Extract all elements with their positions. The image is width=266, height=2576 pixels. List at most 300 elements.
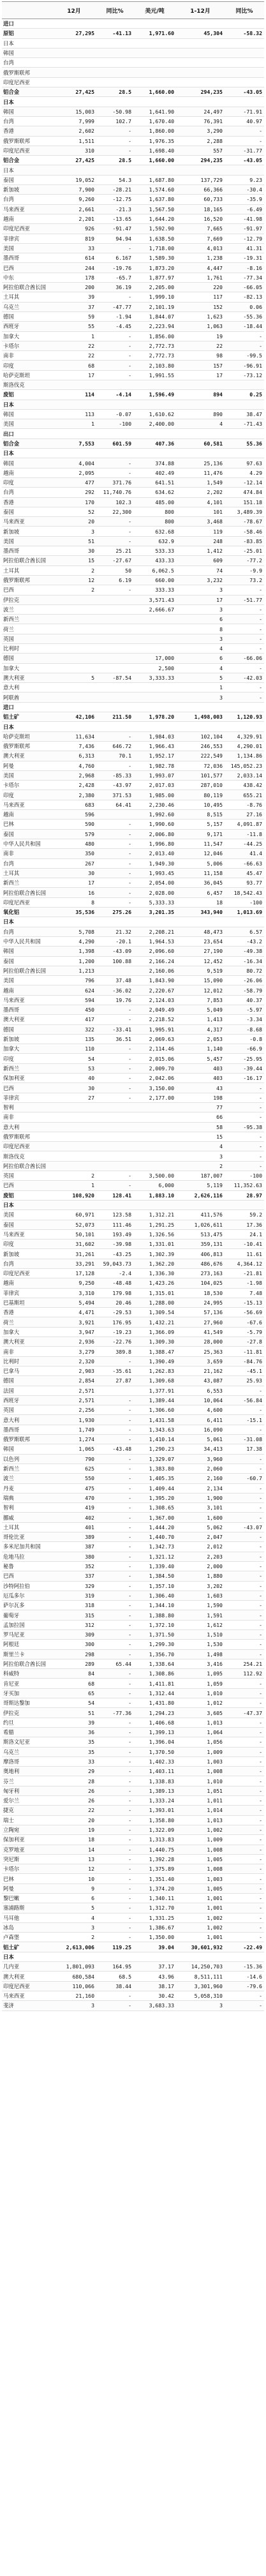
month-yoy-cell	[96, 1161, 133, 1171]
unit-price-cell	[133, 1151, 176, 1161]
category-cell: 台湾	[2, 116, 52, 126]
month-yoy-cell: -	[96, 517, 133, 527]
category-cell: 罗马尼亚	[2, 1629, 52, 1639]
unit-price-cell: 1,290.23	[133, 1444, 176, 1454]
unit-price-cell: 1,660.00	[133, 156, 176, 165]
section-row	[2, 1200, 264, 1209]
ytd-volume-cell: 1,001	[176, 1894, 225, 1903]
month-volume-cell: 419	[52, 1503, 96, 1513]
ytd-yoy-cell: 27.16	[225, 810, 264, 820]
ytd-volume-cell: 119	[176, 527, 225, 536]
month-volume-cell	[52, 165, 96, 175]
month-volume-cell: 625	[52, 1464, 96, 1473]
month-volume-cell	[52, 38, 96, 48]
unit-price-cell: 1,386.67	[133, 1922, 176, 1932]
ytd-volume-cell: 16,520	[176, 214, 225, 223]
ytd-yoy-cell: -	[225, 1874, 264, 1883]
month-yoy-cell	[96, 77, 133, 87]
category-cell: 卡塔尔	[2, 341, 52, 350]
ytd-volume-cell	[176, 97, 225, 107]
ytd-yoy-cell: 0.06	[225, 302, 264, 311]
table-row	[2, 1024, 264, 1034]
category-cell: 新西兰	[2, 615, 52, 624]
month-volume-cell	[52, 604, 96, 614]
unit-price-cell: 660.00	[133, 575, 176, 585]
category-cell: 匈牙利	[2, 1786, 52, 1795]
ytd-volume-cell: 513,475	[176, 1229, 225, 1239]
ytd-yoy-cell: -	[225, 1591, 264, 1600]
month-yoy-cell: 59,043.73	[96, 1259, 133, 1268]
unit-price-cell: 2,103.80	[133, 361, 176, 370]
month-yoy-cell: -	[96, 1688, 133, 1698]
month-yoy-cell: -77.36	[96, 1708, 133, 1718]
ytd-volume-cell: 104,025	[176, 1278, 225, 1288]
table-row	[2, 458, 264, 468]
month-yoy-cell	[96, 595, 133, 604]
category-cell: 秘鲁	[2, 1561, 52, 1571]
month-volume-cell: 3	[52, 2001, 96, 2011]
ytd-yoy-cell: -44.25	[225, 839, 264, 848]
ytd-yoy-cell: 24.1	[225, 1229, 264, 1239]
ytd-yoy-cell: -	[225, 644, 264, 654]
ytd-volume-cell: 411,576	[176, 1210, 225, 1220]
unit-price-cell: 1,377.91	[133, 1386, 176, 1395]
month-volume-cell: 2,256	[52, 1405, 96, 1415]
ytd-yoy-cell: -60.7	[225, 1474, 264, 1483]
ytd-volume-cell: 17	[176, 370, 225, 380]
category-cell: 马来西亚	[2, 995, 52, 1005]
ytd-volume-cell: 3	[176, 1151, 225, 1161]
ytd-volume-cell: 4	[176, 644, 225, 654]
ytd-volume-cell: 58	[176, 1122, 225, 1132]
month-yoy-cell	[96, 1386, 133, 1395]
month-yoy-cell: -43.48	[96, 1444, 133, 1454]
ytd-volume-cell: 7,665	[176, 224, 225, 234]
unit-price-cell: 1,312.70	[133, 1903, 176, 1913]
month-volume-cell: 402	[52, 1513, 96, 1522]
ytd-yoy-cell: -	[225, 1688, 264, 1698]
unit-price-cell: 1,389.13	[133, 1786, 176, 1795]
ytd-volume-cell: 3	[176, 585, 225, 595]
ytd-yoy-cell	[225, 77, 264, 87]
unit-price-cell: 1,985.00	[133, 790, 176, 800]
unit-price-cell	[133, 1142, 176, 1151]
ytd-volume-cell: 25,136	[176, 458, 225, 468]
category-cell: 台湾	[2, 858, 52, 868]
month-volume-cell: 1	[52, 1181, 96, 1190]
unit-price-cell: 5,333.33	[133, 897, 176, 907]
ytd-volume-cell: 5,006	[176, 858, 225, 868]
table-row	[2, 615, 264, 624]
category-cell: 新西兰	[2, 1464, 52, 1473]
unit-price-cell: 1,964.53	[133, 936, 176, 946]
category-cell: 印度	[2, 790, 52, 800]
category-cell: 日本	[2, 97, 52, 107]
ytd-yoy-cell: -	[225, 1552, 264, 1561]
ytd-volume-cell: 14,250,703	[176, 1962, 225, 1972]
unit-price-cell: 1,390.49	[133, 1356, 176, 1366]
ytd-yoy-cell: -	[225, 1991, 264, 2000]
table-row	[2, 1581, 264, 1591]
ytd-yoy-cell: 112.92	[225, 1669, 264, 1679]
category-cell: 加拿大	[2, 331, 52, 341]
ytd-volume-cell: 4,101	[176, 497, 225, 507]
ytd-volume-cell: 25,363	[176, 1347, 225, 1356]
ytd-yoy-cell: 45.47	[225, 868, 264, 878]
unit-price-cell: 1,856.00	[133, 331, 176, 341]
table-row	[2, 1112, 264, 1122]
month-volume-cell: 9,260	[52, 195, 96, 204]
ytd-yoy-cell: -77.2	[225, 556, 264, 565]
ytd-volume-cell: 5,058,310	[176, 1991, 225, 2000]
ytd-yoy-cell: -84.76	[225, 1356, 264, 1366]
unit-price-cell: 1,843.90	[133, 976, 176, 985]
month-volume-cell: 2,936	[52, 1337, 96, 1347]
category-cell: 多米尼加共和国	[2, 1542, 52, 1552]
month-yoy-cell: -28.21	[96, 185, 133, 195]
unit-price-cell	[133, 68, 176, 77]
unit-price-cell: 1,392.28	[133, 1854, 176, 1864]
month-volume-cell: 579	[52, 829, 96, 839]
ytd-yoy-cell	[225, 1952, 264, 1961]
ytd-volume-cell: 60,581	[176, 438, 225, 448]
month-yoy-cell: -	[96, 1181, 133, 1190]
category-cell: 马来西亚	[2, 204, 52, 214]
month-yoy-cell	[96, 1200, 133, 1209]
ytd-yoy-cell: -	[225, 624, 264, 634]
unit-price-cell: 1,312.21	[133, 1210, 176, 1220]
ytd-yoy-cell: -31.77	[225, 146, 264, 155]
month-volume-cell: 6	[52, 1894, 96, 1903]
unit-price-cell: 1,342.73	[133, 1542, 176, 1552]
ytd-volume-cell	[176, 38, 225, 48]
unit-price-cell	[133, 683, 176, 693]
table-row	[2, 1922, 264, 1932]
unit-price-cell	[133, 58, 176, 68]
ytd-yoy-cell: -77.34	[225, 273, 264, 282]
unit-price-cell: 1,644.20	[133, 214, 176, 223]
ytd-yoy-cell: -79.6	[225, 1981, 264, 1991]
ytd-yoy-cell: -95.38	[225, 1122, 264, 1132]
category-cell: 阿拉伯联合酋长国	[2, 283, 52, 292]
ytd-volume-cell: 43,087	[176, 1376, 225, 1386]
ytd-yoy-cell: -	[225, 663, 264, 673]
ytd-volume-cell: 1,002	[176, 1913, 225, 1922]
month-yoy-cell: 70.1	[96, 751, 133, 761]
ytd-volume-cell: 34,413	[176, 1444, 225, 1454]
unit-price-cell: 30.42	[133, 1991, 176, 2000]
month-yoy-cell	[96, 400, 133, 409]
table-row	[2, 1561, 264, 1571]
month-volume-cell: 30	[52, 546, 96, 556]
unit-price-cell: 2,017.03	[133, 781, 176, 790]
category-cell: 荷兰	[2, 624, 52, 634]
month-yoy-cell: -	[96, 1747, 133, 1756]
month-yoy-cell	[96, 966, 133, 975]
month-volume-cell: 60,971	[52, 1210, 96, 1220]
unit-price-cell	[133, 165, 176, 175]
table-row	[2, 185, 264, 195]
unit-price-cell	[133, 624, 176, 634]
month-volume-cell: 3,921	[52, 1317, 96, 1327]
ytd-yoy-cell: -30.4	[225, 185, 264, 195]
ytd-volume-cell: 557	[176, 146, 225, 155]
ytd-volume-cell: 17	[176, 595, 225, 604]
ytd-volume-cell: 609	[176, 556, 225, 565]
month-volume-cell: 17,128	[52, 1269, 96, 1278]
category-cell: 马来西亚	[2, 1229, 52, 1239]
unit-price-cell: 2,042.06	[133, 1074, 176, 1083]
month-volume-cell: 114	[52, 390, 96, 400]
month-yoy-cell: 371.76	[96, 477, 133, 487]
category-cell: 德国	[2, 654, 52, 663]
month-volume-cell	[52, 68, 96, 77]
month-yoy-cell: -	[96, 331, 133, 341]
month-volume-cell: 289	[52, 1659, 96, 1668]
ytd-yoy-cell: -	[225, 1727, 264, 1737]
month-yoy-cell: -	[96, 1425, 133, 1434]
ytd-yoy-cell: -	[225, 634, 264, 643]
month-volume-cell: 3	[52, 1922, 96, 1932]
ytd-volume-cell: 74	[176, 565, 225, 575]
category-cell: 英国	[2, 634, 52, 643]
ytd-volume-cell: 57,136	[176, 1308, 225, 1317]
unit-price-cell: 3,571.43	[133, 595, 176, 604]
table-row	[2, 292, 264, 302]
ytd-volume-cell: 43	[176, 1083, 225, 1093]
month-yoy-cell: 176.95	[96, 1317, 133, 1327]
month-yoy-cell: -	[96, 731, 133, 741]
table-row	[2, 302, 264, 311]
ytd-volume-cell: 11,476	[176, 468, 225, 477]
table-row	[2, 58, 264, 68]
month-volume-cell: 7,900	[52, 185, 96, 195]
category-cell: 巴基斯坦	[2, 1298, 52, 1307]
category-cell: 俄罗斯联邦	[2, 68, 52, 77]
ytd-volume-cell	[176, 380, 225, 389]
category-cell: 墨西哥	[2, 1005, 52, 1014]
unit-price-cell: 2,220.67	[133, 985, 176, 995]
month-volume-cell	[52, 1122, 96, 1132]
month-volume-cell: 9,250	[52, 1278, 96, 1288]
category-cell: 肯尼亚	[2, 1679, 52, 1688]
unit-price-cell: 2,006.80	[133, 829, 176, 839]
month-yoy-cell: 123.58	[96, 1210, 133, 1220]
category-cell: 南非	[2, 1112, 52, 1122]
table-row	[2, 1629, 264, 1639]
table-row	[2, 1835, 264, 1845]
month-yoy-cell: -43.25	[96, 1249, 133, 1259]
ytd-volume-cell: 1,051	[176, 1786, 225, 1795]
ytd-yoy-cell: -15.36	[225, 1962, 264, 1972]
month-volume-cell	[52, 97, 96, 107]
ytd-volume-cell: 12,012	[176, 985, 225, 995]
table-row	[2, 1854, 264, 1864]
ytd-volume-cell: 1,005	[176, 1854, 225, 1864]
month-volume-cell: 624	[52, 985, 96, 995]
table-row	[2, 1894, 264, 1903]
unit-price-cell: 1,873.20	[133, 263, 176, 273]
month-yoy-cell	[96, 1952, 133, 1961]
ytd-yoy-cell: -	[225, 1825, 264, 1834]
category-cell: 突尼斯	[2, 1854, 52, 1864]
month-volume-cell: 2,661	[52, 204, 96, 214]
month-volume-cell: 5	[52, 1903, 96, 1913]
ytd-yoy-cell: -6.49	[225, 204, 264, 214]
unit-price-cell: 1,294.23	[133, 1708, 176, 1718]
month-volume-cell	[52, 634, 96, 643]
ytd-volume-cell: 24,995	[176, 1298, 225, 1307]
ytd-yoy-cell: -100	[225, 897, 264, 907]
ytd-yoy-cell: 1,013.69	[225, 908, 264, 917]
month-yoy-cell: -27.67	[96, 556, 133, 565]
month-yoy-cell: 164.95	[96, 1962, 133, 1972]
unit-price-cell	[133, 1132, 176, 1141]
month-volume-cell	[52, 663, 96, 673]
ytd-volume-cell: 5,062	[176, 1522, 225, 1532]
category-cell: 哥斯达黎加	[2, 1698, 52, 1708]
ytd-yoy-cell: -	[225, 1806, 264, 1815]
category-cell: 印度	[2, 1054, 52, 1063]
ytd-yoy-cell: -43.05	[225, 156, 264, 165]
column-header-ytd-volume: 1-12月	[176, 2, 225, 19]
table-row	[2, 595, 264, 604]
month-yoy-cell: -	[96, 126, 133, 136]
table-row	[2, 380, 264, 389]
month-yoy-cell: -	[96, 468, 133, 477]
month-volume-cell: 17	[52, 370, 96, 380]
ytd-volume-cell: 2,160	[176, 1474, 225, 1483]
category-cell: 巴西	[2, 1181, 52, 1190]
month-volume-cell: 312	[52, 1620, 96, 1629]
category-cell: 奥地利	[2, 1767, 52, 1776]
month-yoy-cell: -	[96, 1786, 133, 1795]
month-volume-cell: 37	[52, 302, 96, 311]
table-row	[2, 1366, 264, 1375]
ytd-volume-cell: 406,813	[176, 1249, 225, 1259]
category-cell: 废铝	[2, 390, 52, 400]
unit-price-cell: 1,687.80	[133, 175, 176, 184]
table-row	[2, 741, 264, 751]
unit-price-cell: 1,309.54	[133, 1308, 176, 1317]
ytd-volume-cell: 1,140	[176, 1044, 225, 1054]
ytd-yoy-cell	[225, 19, 264, 29]
month-yoy-cell: -	[96, 1395, 133, 1405]
ytd-volume-cell: 3,659	[176, 1356, 225, 1366]
ytd-yoy-cell: -	[225, 1776, 264, 1786]
ytd-yoy-cell: -22.49	[225, 1942, 264, 1952]
month-volume-cell: 244	[52, 263, 96, 273]
ytd-volume-cell: 2,202	[176, 488, 225, 497]
unit-price-cell: 1,326.56	[133, 1229, 176, 1239]
ytd-volume-cell: 1,010	[176, 1776, 225, 1786]
ytd-yoy-cell: 254.21	[225, 1659, 264, 1668]
month-yoy-cell: -	[96, 1483, 133, 1493]
unit-price-cell: 1,660.00	[133, 87, 176, 97]
month-volume-cell: 68	[52, 361, 96, 370]
month-volume-cell: 35	[52, 1747, 96, 1756]
month-volume-cell: 315	[52, 1610, 96, 1620]
unit-price-cell: 1,362.20	[133, 1259, 176, 1268]
month-yoy-cell: -	[96, 1610, 133, 1620]
ytd-volume-cell: 8,511,111	[176, 1972, 225, 1981]
category-cell: 日本	[2, 38, 52, 48]
category-cell: 泰国	[2, 1220, 52, 1229]
unit-price-cell: 1,399.13	[133, 1727, 176, 1737]
month-volume-cell: 110,066	[52, 1981, 96, 1991]
month-volume-cell: 14	[52, 1845, 96, 1854]
ytd-volume-cell: 187,007	[176, 1171, 225, 1181]
month-volume-cell	[52, 380, 96, 389]
category-cell: 巴西	[2, 585, 52, 595]
table-body	[2, 19, 264, 2011]
ytd-yoy-cell: -	[225, 1483, 264, 1493]
category-cell: 澳大利亚	[2, 1015, 52, 1024]
month-volume-cell	[52, 1151, 96, 1161]
unit-price-cell: 1,444.20	[133, 1522, 176, 1532]
table-row	[2, 234, 264, 243]
unit-price-cell: 2,096.60	[133, 947, 176, 956]
ytd-yoy-cell: 25.93	[225, 1376, 264, 1386]
table-row	[2, 575, 264, 585]
month-yoy-cell: 128.41	[96, 1190, 133, 1200]
unit-price-cell: 800	[133, 517, 176, 527]
category-cell: 沙特阿拉伯	[2, 1581, 52, 1591]
ytd-volume-cell: 890	[176, 409, 225, 419]
table-row	[2, 868, 264, 878]
unit-price-cell	[133, 644, 176, 654]
unit-price-cell: 1,698.40	[133, 146, 176, 155]
ytd-volume-cell	[176, 400, 225, 409]
ytd-yoy-cell: -10.41	[225, 1239, 264, 1249]
category-cell: 马耳他	[2, 1913, 52, 1922]
table-row	[2, 829, 264, 839]
table-row	[2, 204, 264, 214]
table-row	[2, 311, 264, 321]
ytd-yoy-cell: -12.79	[225, 234, 264, 243]
unit-price-cell: 1,288.00	[133, 1298, 176, 1307]
month-yoy-cell: -	[96, 1454, 133, 1464]
ytd-yoy-cell	[225, 380, 264, 389]
table-row	[2, 517, 264, 527]
category-cell: 台湾	[2, 58, 52, 68]
ytd-volume-cell: 1,590	[176, 1601, 225, 1610]
category-cell: 捷克	[2, 1806, 52, 1815]
month-yoy-cell: -43.09	[96, 947, 133, 956]
table-row	[2, 1259, 264, 1268]
table-row	[2, 1415, 264, 1425]
category-cell: 卡塔尔	[2, 781, 52, 790]
ytd-volume-cell: 2,134	[176, 1483, 225, 1493]
unit-price-cell: 1,291.25	[133, 1220, 176, 1229]
ytd-volume-cell: 15,090	[176, 976, 225, 985]
month-yoy-cell: 28.5	[96, 156, 133, 165]
table-row	[2, 1522, 264, 1532]
unit-price-cell: 1,403.11	[133, 1767, 176, 1776]
ytd-yoy-cell: -55.36	[225, 311, 264, 321]
month-yoy-cell: 68.5	[96, 1972, 133, 1981]
unit-price-cell: 1,388.80	[133, 1610, 176, 1620]
table-row	[2, 1756, 264, 1766]
unit-price-cell: 1,966.43	[133, 741, 176, 751]
table-row	[2, 1991, 264, 2000]
unit-price-cell: 1,992.60	[133, 810, 176, 820]
category-cell: 香港	[2, 126, 52, 136]
month-volume-cell: 31,261	[52, 1249, 96, 1259]
month-volume-cell: 22	[52, 341, 96, 350]
ytd-volume-cell: 1,008	[176, 1864, 225, 1874]
table-row	[2, 683, 264, 693]
